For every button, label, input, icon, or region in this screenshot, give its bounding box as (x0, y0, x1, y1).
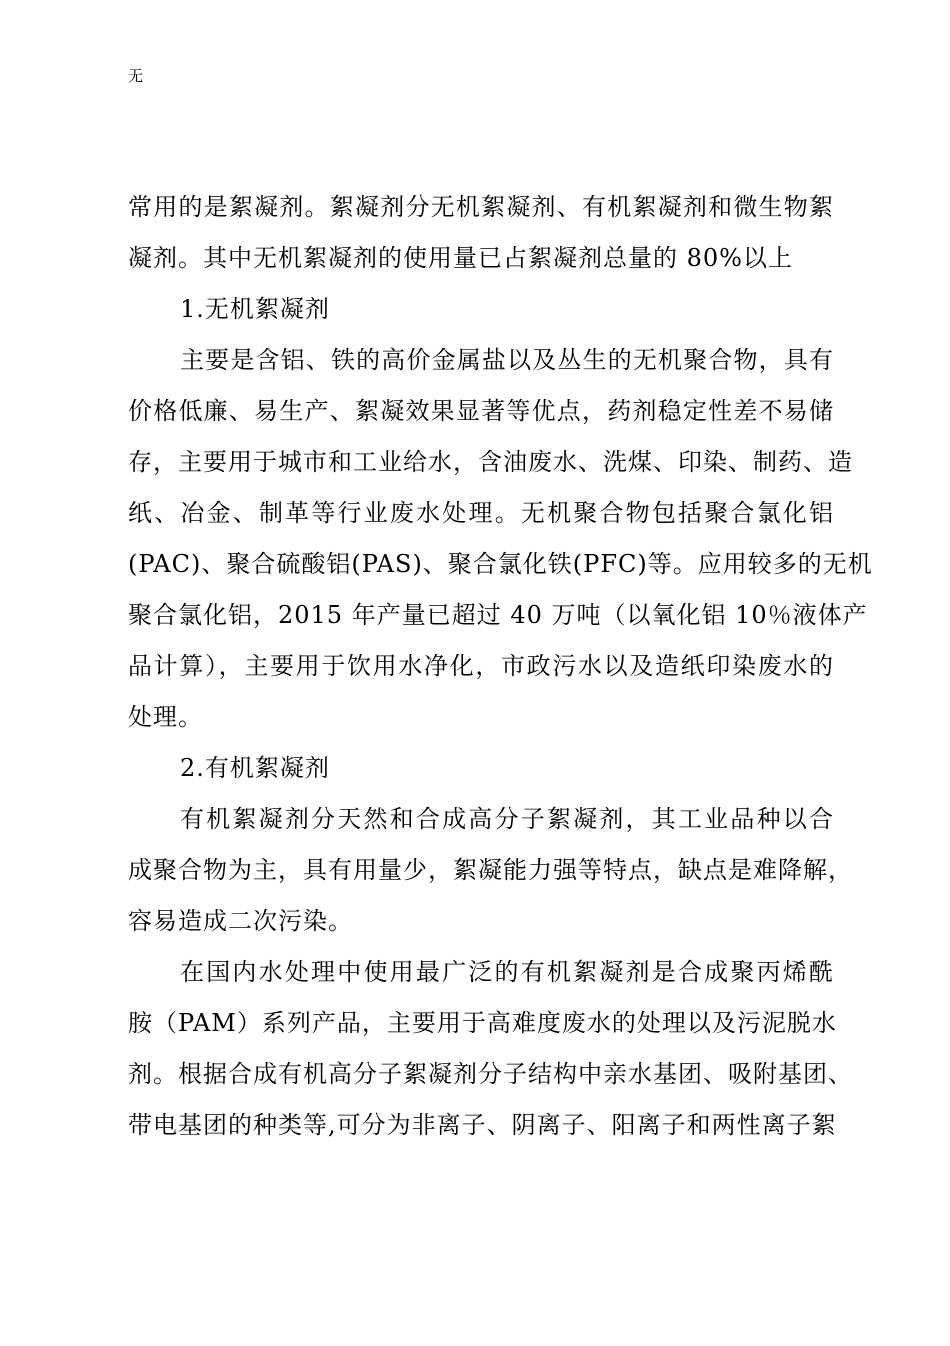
page-header: 无 (128, 67, 144, 85)
body-line: 纸、冶金、制革等行业废水处理。无机聚合物包括聚合氯化铝 (128, 499, 834, 527)
body-line: 价格低廉、易生产、絮凝效果显著等优点，药剂稳定性差不易储 (128, 397, 834, 425)
body-line: 在国内水处理中使用最广泛的有机絮凝剂是合成聚丙烯酰 (180, 958, 834, 986)
body-line: 胺（PAM）系列产品，主要用于高难度废水的处理以及污泥脱水 (128, 1009, 837, 1037)
body-line: 带电基团的种类等,可分为非离子、阴离子、阳离子和两性离子絮 (128, 1111, 837, 1139)
body-line: 容易造成二次污染。 (128, 907, 353, 935)
section-heading: 1.无机絮凝剂 (180, 295, 330, 323)
body-line: (PAC)、聚合硫酸铝(PAS)、聚合氯化铁(PFC)等。应用较多的无机 (128, 550, 873, 578)
body-line: 有机絮凝剂分天然和合成高分子絮凝剂，其工业品种以合 (180, 805, 834, 833)
document-body (128, 182, 873, 1151)
body-line: 品计算），主要用于饮用水净化，市政污水以及造纸印染废水的 (128, 652, 834, 680)
body-line: 成聚合物为主，具有用量少，絮凝能力强等特点，缺点是难降解， (128, 856, 853, 884)
body-line: 存，主要用于城市和工业给水，含油废水、洗煤、印染、制药、造 (128, 448, 853, 476)
body-line: 主要是含铝、铁的高价金属盐以及丛生的无机聚合物，具有 (180, 346, 834, 374)
body-line: 聚合氯化铝，2015 年产量已超过 40 万吨（以氧化铝 10％液体产 (128, 601, 868, 629)
body-line: 凝剂。其中无机絮凝剂的使用量已占絮凝剂总量的 80%以上 (128, 244, 793, 272)
body-line: 处理。 (128, 703, 203, 731)
body-line: 剂。根据合成有机高分子絮凝剂分子结构中亲水基团、吸附基团、 (128, 1060, 853, 1088)
section-heading: 2.有机絮凝剂 (180, 754, 330, 782)
body-line: 常用的是絮凝剂。絮凝剂分无机絮凝剂、有机絮凝剂和微生物絮 (128, 193, 834, 221)
